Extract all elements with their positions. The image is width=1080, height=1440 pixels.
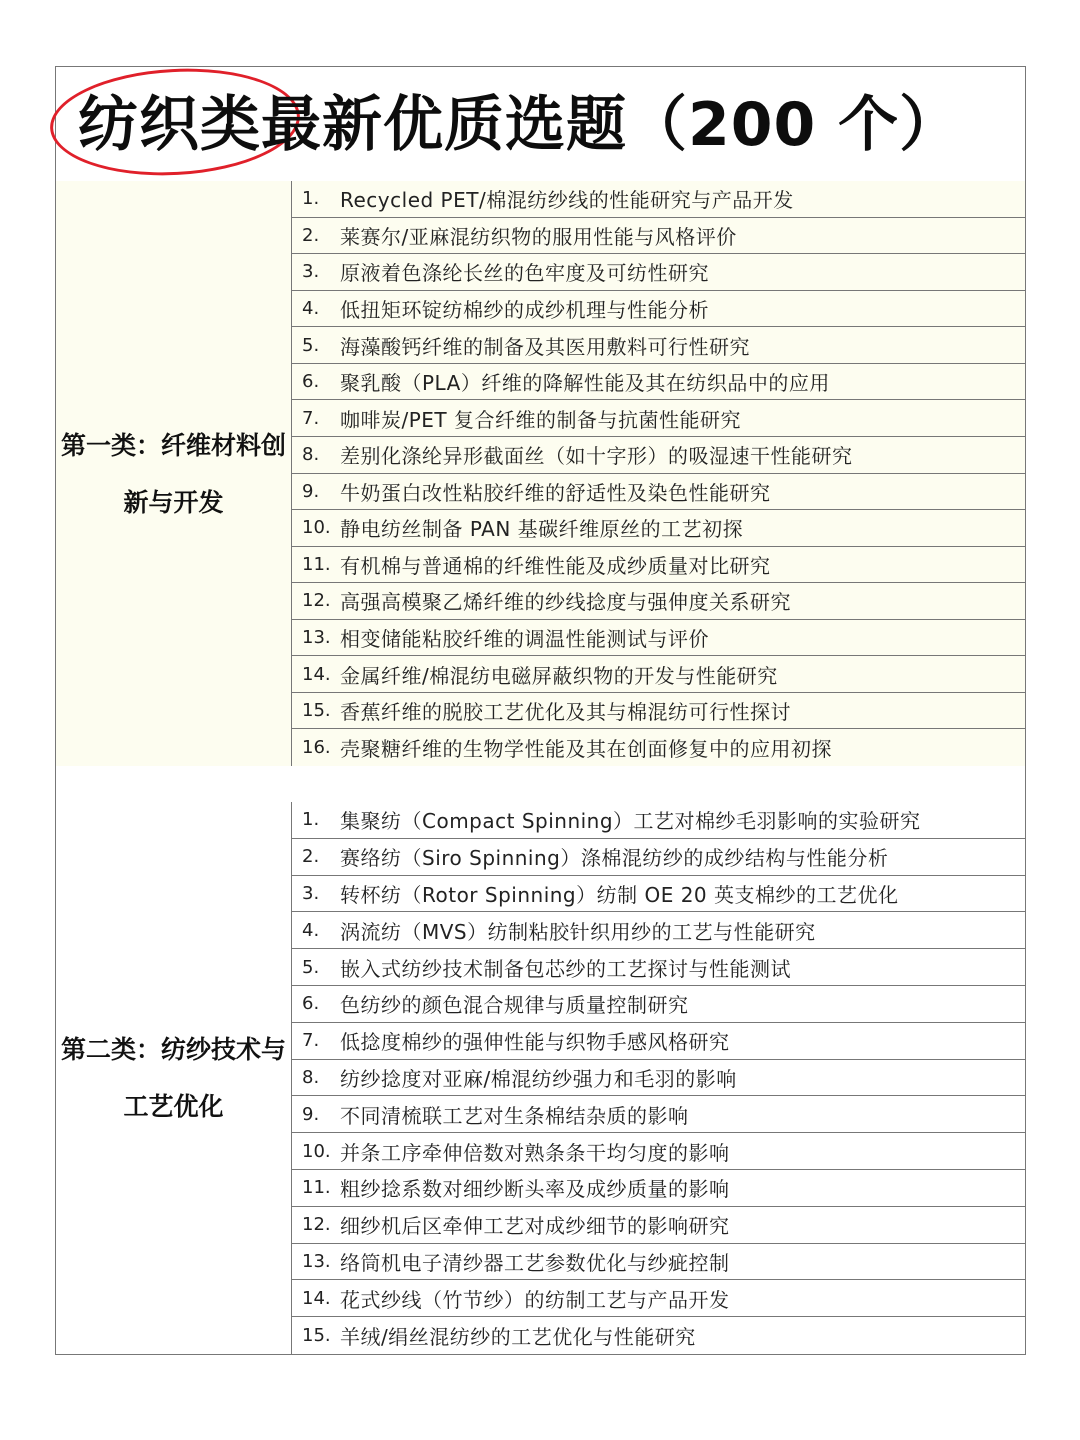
item-number: 13. — [302, 1250, 331, 1272]
item-text: 低扭矩环锭纺棉纱的成纱机理与性能分析 — [340, 297, 709, 322]
item-number: 2. — [302, 846, 320, 868]
table-row — [292, 1317, 1025, 1354]
table-row — [292, 1023, 1025, 1060]
table-row — [292, 1096, 1025, 1133]
item-text: 相变储能粘胶纤维的调温性能测试与评价 — [340, 627, 709, 652]
item-number: 5. — [302, 956, 320, 978]
table-row — [292, 986, 1025, 1023]
item-number: 11. — [302, 1177, 331, 1199]
item-number: 12. — [302, 1214, 331, 1236]
item-number: 7. — [302, 1030, 320, 1052]
item-number: 6. — [302, 993, 320, 1015]
item-number: 3. — [302, 882, 320, 904]
table-row — [292, 1060, 1025, 1097]
table-row — [292, 583, 1025, 620]
table-row — [292, 181, 1025, 218]
page-title: 纺织类最新优质选题（200 个） — [78, 90, 961, 160]
item-text: 色纺纱的颜色混合规律与质量控制研究 — [340, 993, 689, 1018]
item-text: 壳聚糖纤维的生物学性能及其在创面修复中的应用初探 — [340, 737, 832, 762]
item-number: 8. — [302, 444, 320, 466]
table-row — [292, 437, 1025, 474]
item-number: 4. — [302, 919, 320, 941]
item-number: 4. — [302, 297, 320, 319]
section-spinning-technology — [56, 802, 1025, 1354]
spacer-row — [56, 766, 1025, 803]
table-row — [292, 1244, 1025, 1281]
table-row — [292, 254, 1025, 291]
item-text: 静电纺丝制备 PAN 基碳纤维原丝的工艺初探 — [340, 517, 744, 542]
item-text: 细纱机后区牵伸工艺对成纱细节的影响研究 — [340, 1214, 730, 1239]
item-text: 转杯纺（Rotor Spinning）纺制 OE 20 英支棉纱的工艺优化 — [340, 882, 899, 907]
table-row — [292, 949, 1025, 986]
title-row — [56, 67, 1025, 182]
item-number: 1. — [302, 188, 320, 210]
table-row — [292, 400, 1025, 437]
section-label-text: 第二类：纺纱技术与工艺优化 — [61, 1035, 287, 1121]
section-label — [56, 181, 292, 766]
item-text: 络筒机电子清纱器工艺参数优化与纱疵控制 — [340, 1250, 730, 1275]
table-row — [292, 839, 1025, 876]
table-row — [292, 802, 1025, 839]
item-text: 纺纱捻度对亚麻/棉混纺纱强力和毛羽的影响 — [340, 1066, 737, 1091]
item-number: 7. — [302, 407, 320, 429]
item-text: Recycled PET/棉混纺纱线的性能研究与产品开发 — [340, 188, 794, 213]
section-label-text: 第一类：纤维材料创新与开发 — [61, 430, 287, 517]
table-row — [292, 876, 1025, 913]
topic-list — [292, 181, 1025, 766]
item-number: 1. — [302, 809, 320, 831]
section-fiber-materials — [56, 181, 1025, 767]
item-number: 9. — [302, 480, 320, 502]
item-text: 差别化涤纶异形截面丝（如十字形）的吸湿速干性能研究 — [340, 444, 853, 469]
table-row — [292, 474, 1025, 511]
table-row — [292, 327, 1025, 364]
table-row — [292, 218, 1025, 255]
table-row — [292, 510, 1025, 547]
table-row — [292, 620, 1025, 657]
table-row — [292, 729, 1025, 766]
item-text: 涡流纺（MVS）纺制粘胶针织用纱的工艺与性能研究 — [340, 919, 816, 944]
item-number: 12. — [302, 590, 331, 612]
item-text: 牛奶蛋白改性粘胶纤维的舒适性及染色性能研究 — [340, 480, 771, 505]
table-row — [292, 1280, 1025, 1317]
topic-list — [292, 802, 1025, 1354]
section-label — [56, 802, 292, 1354]
item-text: 粗纱捻系数对细纱断头率及成纱质量的影响 — [340, 1177, 730, 1202]
item-text: 集聚纺（Compact Spinning）工艺对棉纱毛羽影响的实验研究 — [340, 809, 921, 834]
item-number: 5. — [302, 334, 320, 356]
item-text: 咖啡炭/PET 复合纤维的制备与抗菌性能研究 — [340, 407, 742, 432]
item-text: 并条工序牵伸倍数对熟条条干均匀度的影响 — [340, 1140, 730, 1165]
item-number: 3. — [302, 261, 320, 283]
item-number: 2. — [302, 224, 320, 246]
item-number: 6. — [302, 371, 320, 393]
table-row — [292, 1170, 1025, 1207]
item-number: 13. — [302, 627, 331, 649]
table-row — [292, 547, 1025, 584]
item-text: 高强高模聚乙烯纤维的纱线捻度与强伸度关系研究 — [340, 590, 791, 615]
item-text: 赛络纺（Siro Spinning）涤棉混纺纱的成纱结构与性能分析 — [340, 846, 889, 871]
table-row — [292, 1207, 1025, 1244]
item-text: 海藻酸钙纤维的制备及其医用敷料可行性研究 — [340, 334, 750, 359]
table-row — [292, 291, 1025, 328]
item-number: 10. — [302, 517, 331, 539]
item-number: 8. — [302, 1066, 320, 1088]
item-number: 16. — [302, 737, 331, 759]
item-text: 聚乳酸（PLA）纤维的降解性能及其在纺织品中的应用 — [340, 371, 830, 396]
item-text: 低捻度棉纱的强伸性能与织物手感风格研究 — [340, 1030, 730, 1055]
item-number: 9. — [302, 1103, 320, 1125]
table-row — [292, 364, 1025, 401]
table-row — [292, 912, 1025, 949]
topic-table — [55, 66, 1026, 1355]
item-number: 14. — [302, 1287, 331, 1309]
item-text: 有机棉与普通棉的纤维性能及成纱质量对比研究 — [340, 553, 771, 578]
table-row — [292, 656, 1025, 693]
item-number: 15. — [302, 700, 331, 722]
item-text: 莱赛尔/亚麻混纺织物的服用性能与风格评价 — [340, 224, 737, 249]
table-row — [292, 693, 1025, 730]
item-number: 15. — [302, 1325, 331, 1347]
item-text: 原液着色涤纶长丝的色牢度及可纺性研究 — [340, 261, 709, 286]
item-number: 10. — [302, 1140, 331, 1162]
item-text: 羊绒/绢丝混纺纱的工艺优化与性能研究 — [340, 1325, 696, 1350]
item-number: 14. — [302, 663, 331, 685]
table-row — [292, 1133, 1025, 1170]
item-number: 11. — [302, 553, 331, 575]
item-text: 香蕉纤维的脱胶工艺优化及其与棉混纺可行性探讨 — [340, 700, 791, 725]
item-text: 不同清梳联工艺对生条棉结杂质的影响 — [340, 1103, 689, 1128]
item-text: 金属纤维/棉混纺电磁屏蔽织物的开发与性能研究 — [340, 663, 778, 688]
item-text: 嵌入式纺纱技术制备包芯纱的工艺探讨与性能测试 — [340, 956, 791, 981]
item-text: 花式纱线（竹节纱）的纺制工艺与产品开发 — [340, 1287, 730, 1312]
